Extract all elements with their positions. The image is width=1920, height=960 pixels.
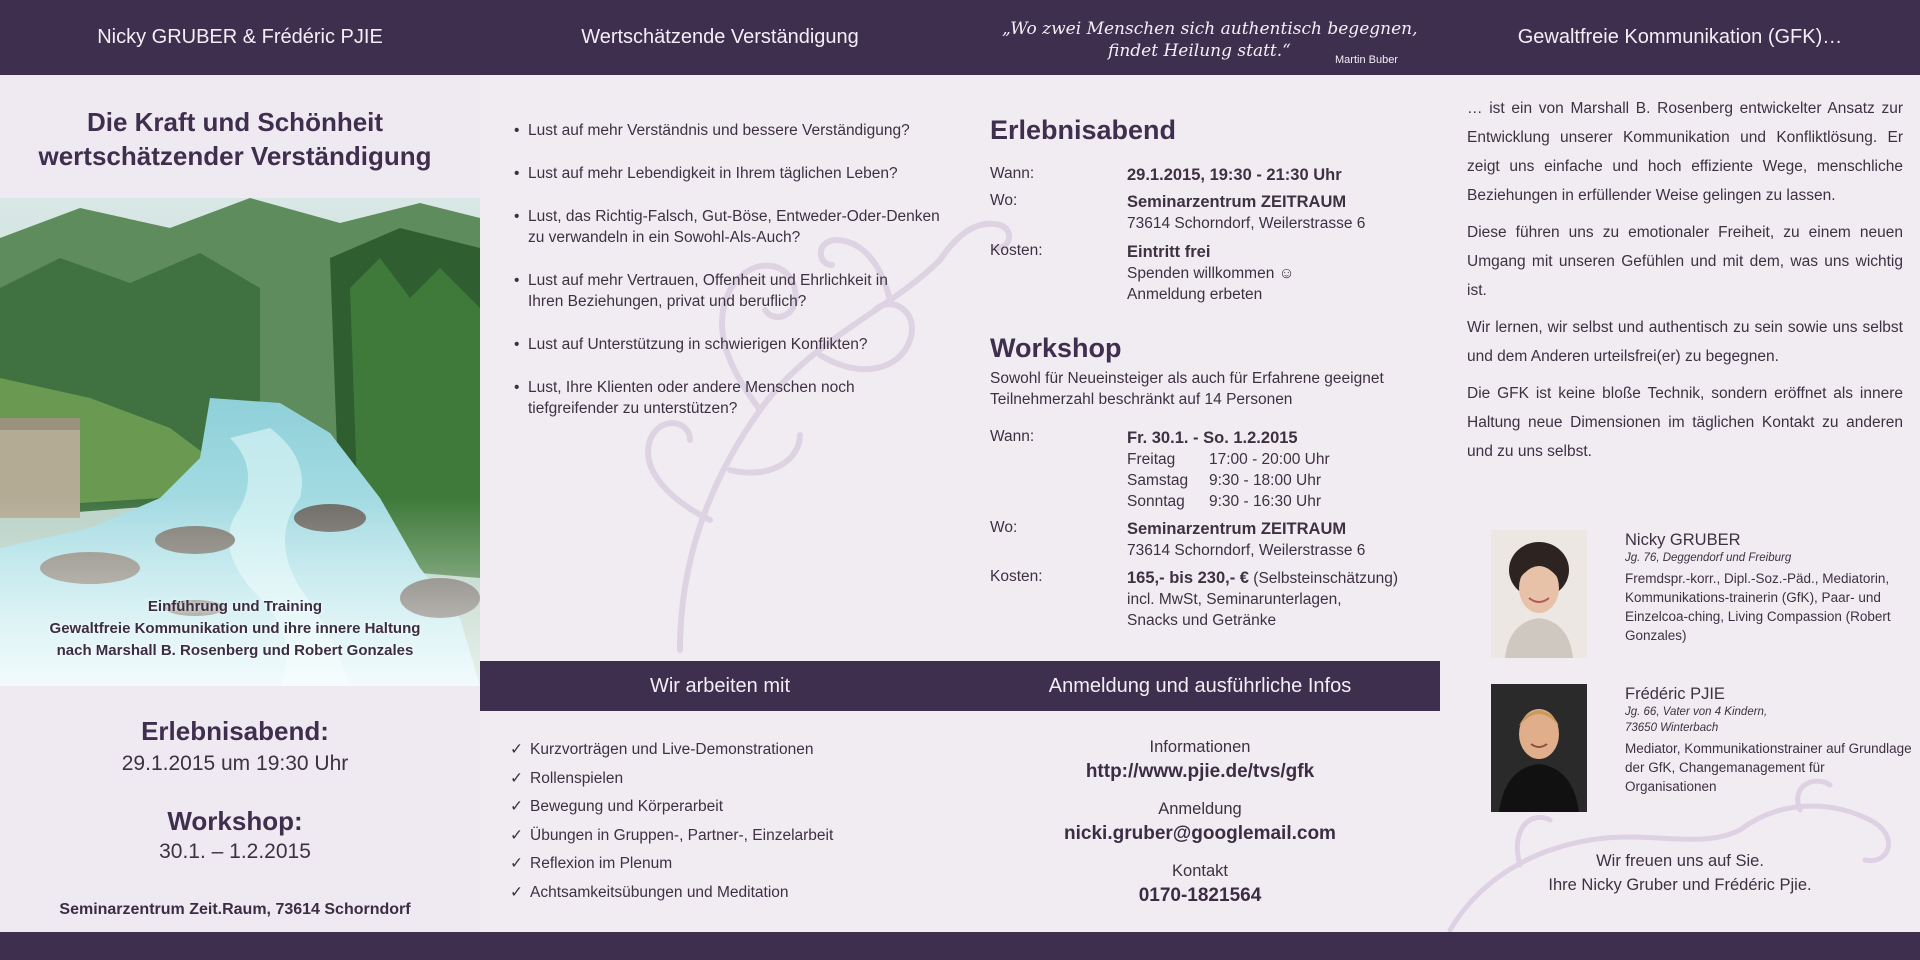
erlebnisabend-title: Erlebnisabend: [990, 115, 1177, 145]
gfk-paragraph-2: Diese führen uns zu emotionaler Freiheit, zu einem neuen Umgang mit unseren Gefühlen und mit dem, was uns wichtig ist.: [1467, 224, 1903, 299]
avatar: [1491, 530, 1587, 658]
contact-phone[interactable]: 0170-1821564: [1138, 885, 1262, 906]
person-name: Nicky GRUBER: [1625, 531, 1741, 549]
header-gfk: Gewaltfreie Kommunikation (GFK)…: [1517, 26, 1843, 48]
header-topic: Wertschätzende Verständigung: [581, 26, 859, 48]
cover-title: [0, 105, 470, 173]
info-link[interactable]: http://www.pjie.de/tvs/gfk: [1085, 761, 1315, 782]
list-item: • Lust auf mehr Vertrauen, Offenheit und Ehrlichkeit in Ihren Beziehungen, privat und beruflich?: [514, 270, 964, 312]
gfk-description: [1467, 94, 1903, 474]
header-quote: [960, 0, 1440, 75]
person-frederic: [1491, 684, 1911, 819]
closing-line-1: Wir freuen uns auf Sie.: [1596, 852, 1764, 870]
cover-venue: Seminarzentrum Zeit.Raum, 73614 Schorndorf: [59, 901, 411, 918]
closing-greeting: [1440, 849, 1920, 897]
caption-line-3: nach Marshall B. Rosenberg und Robert Gonzales: [56, 642, 414, 659]
methods-heading: Wir arbeiten mit: [649, 674, 791, 697]
contact-block: [960, 736, 1440, 922]
list-item: • Lust auf mehr Lebendigkeit in Ihrem täglichen Leben?: [514, 163, 964, 184]
contact-label: Kontakt: [1172, 862, 1228, 880]
list-item: ✓ Übungen in Gruppen-, Partner-, Einzelarbeit: [510, 822, 833, 851]
cover-title-line-1: Die Kraft und Schönheit: [86, 107, 384, 137]
cover-workshop-title: Workshop:: [167, 806, 303, 836]
list-item: ✓ Achtsamkeitsübungen und Meditation: [510, 879, 833, 908]
person-description: Fremdspr.-korr., Dipl.-Soz.-Päd., Mediatorin, Kommunikations-trainerin (GfK), Paar- und Einzelcoa-ching, Living Compassion (Robert Gonzales): [1625, 571, 1891, 643]
erlebnisabend-when: 29.1.2015, 19:30 - 21:30 Uhr: [1127, 166, 1342, 184]
motivation-list: [514, 120, 964, 441]
registration-email[interactable]: nicki.gruber@googlemail.com: [1064, 823, 1336, 844]
section-bar: [480, 661, 1440, 711]
avatar: [1491, 684, 1587, 812]
cover-event-date: 29.1.2015 um 19:30 Uhr: [121, 752, 349, 775]
photo-caption: [0, 596, 470, 662]
list-item: ✓ Rollenspielen: [510, 765, 833, 794]
workshop-subtitle: Sowohl für Neueinsteiger als auch für Erfahrene geeignet Teilnehmerzahl beschränkt auf 14 Personen: [990, 370, 1384, 408]
person-meta: Jg. 66, Vater von 4 Kindern,: [1625, 706, 1768, 718]
cover-event-title: Erlebnisabend:: [141, 716, 329, 746]
gfk-paragraph-1: … ist ein von Marshall B. Rosenberg entwickelter Ansatz zur Entwicklung unserer Kommunikation und Konfliktlösung. Er zeigt uns einfache und hoch effiziente Wege, menschliche Beziehungen in erfüllender Weise gelingen zu lassen.: [1467, 100, 1903, 204]
closing-line-2: Ihre Nicky Gruber und Frédéric Pjie.: [1548, 876, 1812, 894]
cover-title-line-2: wertschätzender Verständigung: [38, 141, 432, 171]
person-meta: 73650 Winterbach: [1625, 722, 1719, 734]
methods-list: [510, 736, 833, 907]
caption-line-2: Gewaltfreie Kommunikation und ihre innere Haltung: [49, 620, 421, 637]
contact-heading: Anmeldung und ausführliche Infos: [1048, 674, 1352, 697]
caption-line-1: Einführung und Training: [147, 598, 323, 615]
list-item: • Lust auf Unterstützung in schwierigen Konflikten?: [514, 334, 964, 355]
info-label: Informationen: [1149, 738, 1251, 756]
cover-workshop-date: 30.1. – 1.2.2015: [159, 840, 311, 863]
header-bar: [0, 0, 1920, 75]
person-nicky: [1491, 530, 1911, 665]
person-description: Mediator, Kommunikationstrainer auf Grundlage der GfK, Changemanagement für Organisationen: [1625, 741, 1912, 794]
portrait-man-icon: [1491, 684, 1587, 812]
list-item: ✓ Kurzvorträgen und Live-Demonstrationen: [510, 736, 833, 765]
footer-bar: [0, 932, 1920, 960]
quote-line-1: „Wo zwei Menschen sich authentisch begegnen,: [1002, 19, 1418, 39]
gfk-paragraph-4: Die GFK ist keine bloße Technik, sondern eröffnet als innere Haltung neue Dimensionen im täglichen Kontakt zu anderen und zu uns selbst.: [1467, 385, 1903, 460]
header-authors: Nicky GRUBER & Frédéric PJIE: [97, 26, 383, 48]
cover-panel: [0, 75, 480, 932]
list-item: ✓ Bewegung und Körperarbeit: [510, 793, 833, 822]
person-name: Frédéric PJIE: [1625, 685, 1725, 703]
list-item: • Lust, Ihre Klienten oder andere Menschen noch tiefgreifender zu unterstützen?: [514, 377, 964, 419]
list-item: • Lust, das Richtig-Falsch, Gut-Böse, Entweder-Oder-Denken zu verwandeln in ein Sowohl-Als-Auch?: [514, 206, 964, 248]
river-photo: [0, 198, 480, 686]
portrait-woman-icon: [1491, 530, 1587, 658]
quote-author: Martin Buber: [1335, 54, 1398, 66]
gfk-paragraph-3: Wir lernen, wir selbst und authentisch zu sein sowie uns selbst und dem Anderen urteilsfrei(er) zu begegnen.: [1467, 319, 1903, 365]
list-item: ✓ Reflexion im Plenum: [510, 850, 833, 879]
workshop-title: Workshop: [990, 333, 1122, 363]
quote-line-2: findet Heilung statt.“: [1108, 41, 1291, 61]
person-meta: Jg. 76, Deggendorf und Freiburg: [1625, 552, 1792, 564]
list-item: • Lust auf mehr Verständnis und bessere Verständigung?: [514, 120, 964, 141]
registration-label: Anmeldung: [1158, 800, 1242, 818]
